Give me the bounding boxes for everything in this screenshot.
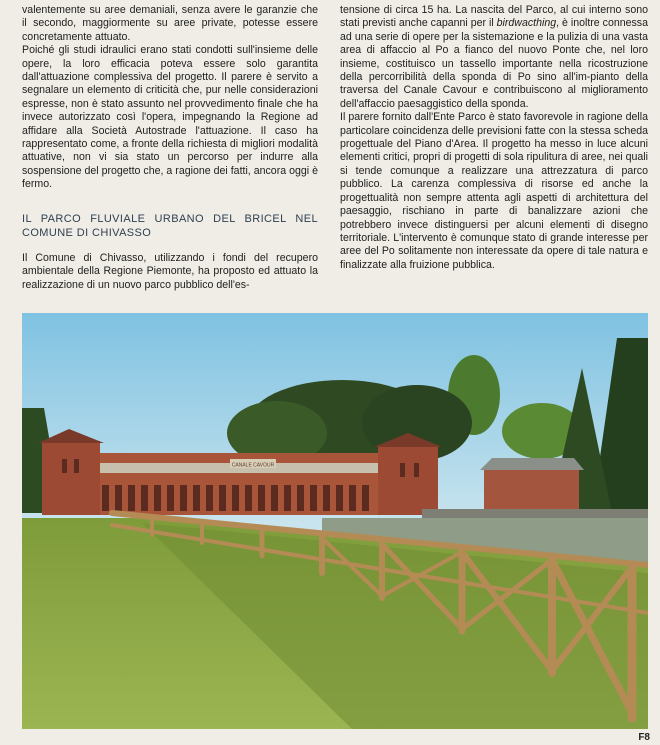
left-paragraph-2: Poiché gli studi idraulici erano stati condotti sull'insieme delle opere, la loro efficacia poteva essere solo garantita dall'attuazione complessiva del progetto. Il parere è servito a segnalare un elemento di criticità che, pur nelle considerazioni espresse, non è stato assunto nel provvedimento finale che ha invece autorizzato così l'opera, impegnando la Regione ad affidare alla Società Autostrade l'attuazione. Il caso ha rappresentato come, a fronte della richiesta di migliori modalità attuative, non vi sia stato un percorso per indurre alla sospensione del progetto che, a ragione dei fatti, ancora oggi è fermo. <box>22 44 318 191</box>
building-sign: CANALE CAVOUR <box>231 462 275 469</box>
left-paragraph-3: Il Comune di Chivasso, utilizzando i fondi del recupero ambientale della Regione Piemonte, ha proposto ed attuato la realizzazione di un nuovo parco pubblico dell'es- <box>22 251 318 291</box>
italic-term: birdwacthing <box>496 17 557 30</box>
left-paragraph-1: valentemente su aree demaniali, senza avere le garanzie che il secondo, maggiormente su aree private, potesse essere concretamente attuato. <box>22 4 318 43</box>
right-paragraph-2: Il parere fornito dall'Ente Parco è stato favorevole in ragione della particolare coincidenza delle previsioni fatte con la stessa scheda progettuale del Piano d'Area. Il progetto ha messo in luce alcuni elementi critici, propri di progetti di sola ripulitura di aree, nei quali si tende comunque a realizzare una attrezzatura di parco pubblico. La carenza complessiva di risorse ed anche la progettualità non sempre attenta agli aspetti di architettura del paesaggio, rischiano in parte di banalizzare azioni che potrebbero invece distinguersi per alcuni elementi di disegno territoriale. L'intervento è comunque stato di grande interesse per aree del Po solitamente non interessate da opere di tale natura e finalizzate alla fruizione pubblica. <box>340 111 648 271</box>
section-heading: IL PARCO FLUVIALE URBANO DEL BRICEL NEL COMUNE DI CHIVASSO <box>22 212 318 239</box>
left-text-column <box>22 4 318 292</box>
park-photo <box>22 313 648 729</box>
right-text-column <box>340 4 648 272</box>
right-paragraph-1: tensione di circa 15 ha. La nascita del Parco, al cui interno sono stati previsti anche capanni per il birdwacthing, è inoltre connessa ad una serie di opere per la sistemazione e la pulizia di una vasta area di affaccio al Po a fianco del nuovo Ponte che, nel loro insieme, costituisco un tassello importante nella ricostruzione della percorribilità della sponda di Po sino all'im-pianto della traversa del Canale Cavour e contribuiscono al miglioramento dell'affaccio paesaggistico della sponda. <box>340 4 648 110</box>
page-folio: F8 <box>638 732 650 743</box>
